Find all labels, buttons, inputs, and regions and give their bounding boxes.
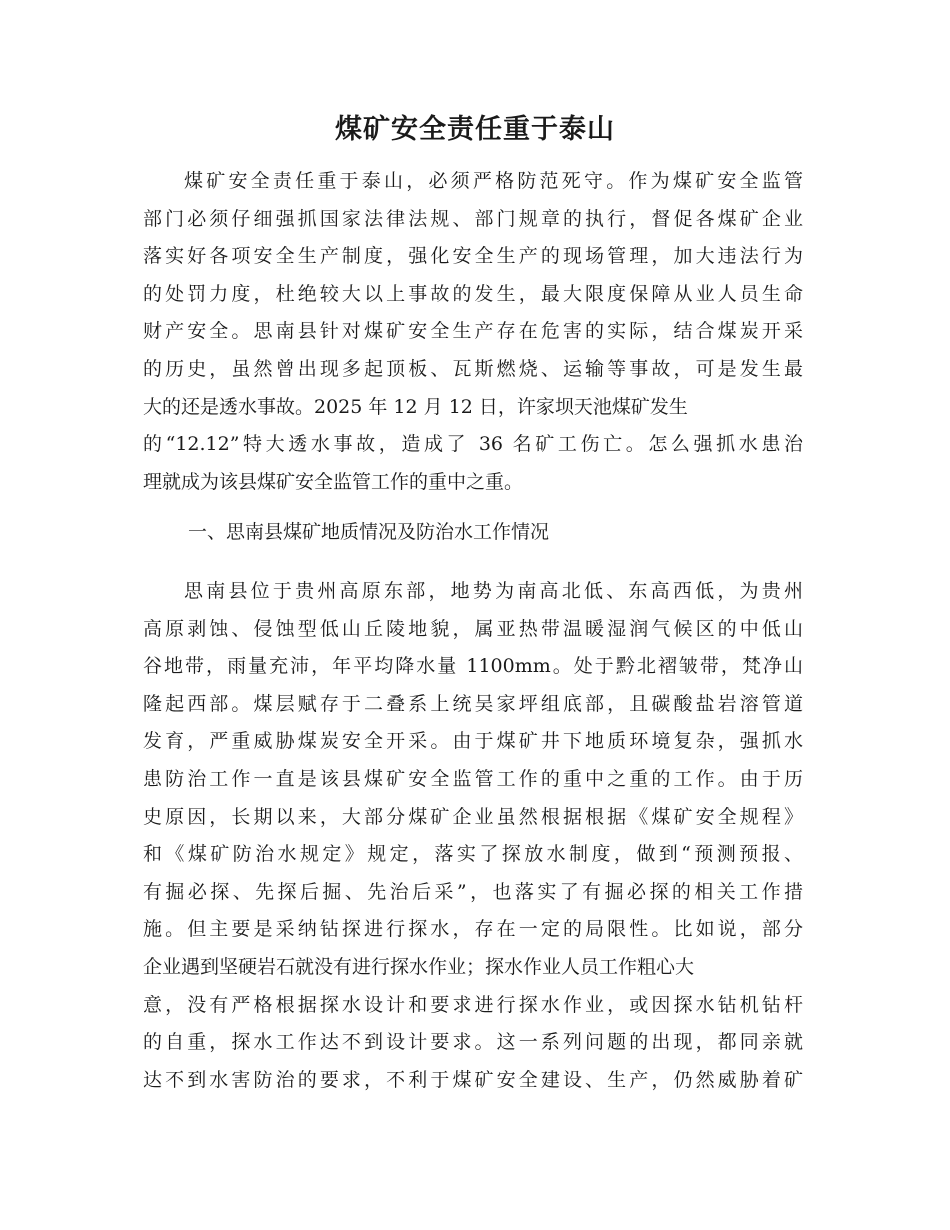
text-line: 高原剥蚀、侵蚀型低山丘陵地貌，属亚热带温暖湿润气候区的中低山 [143,617,803,640]
text-line: 的历史，虽然曾出现多起顶板、瓦斯燃烧、运输等事故，可是发生最 [143,357,803,380]
text-line: 企业遇到坚硬岩石就没有进行探水作业；探水作业人员工作粗心大 [143,955,695,978]
text-line: 史原因，长期以来，大部分煤矿企业虽然根据根据《煤矿安全规程》 [143,805,803,828]
text-line: 思南县位于贵州高原东部，地势为南高北低、东高西低，为贵州 [184,580,803,602]
text-line: 落实好各项安全生产制度，强化安全生产的现场管理，加大违法行为 [143,245,803,268]
text-line: 大的还是透水事故。2025 年 12 月 12 日，许家坝天池煤矿发生 [143,395,688,418]
text-line: 患防治工作一直是该县煤矿安全监管工作的重中之重的工作。由于历 [143,767,803,790]
text-line: 谷地带，雨量充沛，年平均降水量 1100mm。处于黔北褶皱带，梵净山 [143,655,803,678]
text-line: 的自重，探水工作达不到设计要求。这一系列问题的出现，都同亲就 [143,1031,803,1054]
text-line: 隆起西部。煤层赋存于二叠系上统吴家坪组底部，且碳酸盐岩溶管道 [143,692,803,715]
text-line: 煤矿安全责任重于泰山，必须严格防范死守。作为煤矿安全监管 [184,170,803,192]
text-line: 和《煤矿防治水规定》规定，落实了探放水制度，做到“预测预报、 [143,843,803,866]
text-line: 发育，严重威胁煤炭安全开采。由于煤矿井下地质环境复杂，强抓水 [143,730,803,753]
text-line: 的“12.12”特大透水事故，造成了 36 名矿工伤亡。怎么强抓水患治 [143,433,803,456]
text-line: 部门必须仔细强抓国家法律法规、部门规章的执行，督促各煤矿企业 [143,207,803,230]
text-line: 的处罚力度，杜绝较大以上事故的发生，最大限度保障从业人员生命 [143,282,803,305]
text-line: 达不到水害防治的要求，不利于煤矿安全建设、生产，仍然威胁着矿 [143,1068,803,1091]
paragraph-intro [143,163,803,501]
section-heading-1: 一、思南县煤矿地质情况及防治水工作情况 [188,521,550,543]
document-title: 煤矿安全责任重于泰山 [335,114,615,145]
paragraph-geology [143,573,803,1099]
text-line: 财产安全。思南县针对煤矿安全生产存在危害的实际，结合煤炭开采 [143,320,803,343]
text-line: 有掘必探、先探后掘、先治后采”，也落实了有掘必探的相关工作措 [143,880,803,903]
text-line: 理就成为该县煤矿安全监管工作的重中之重。 [143,470,524,493]
text-line: 意，没有严格根据探水设计和要求进行探水作业，或因探水钻机钻杆 [143,993,803,1016]
text-line: 施。但主要是采纳钻探进行探水，存在一定的局限性。比如说，部分 [143,918,803,941]
